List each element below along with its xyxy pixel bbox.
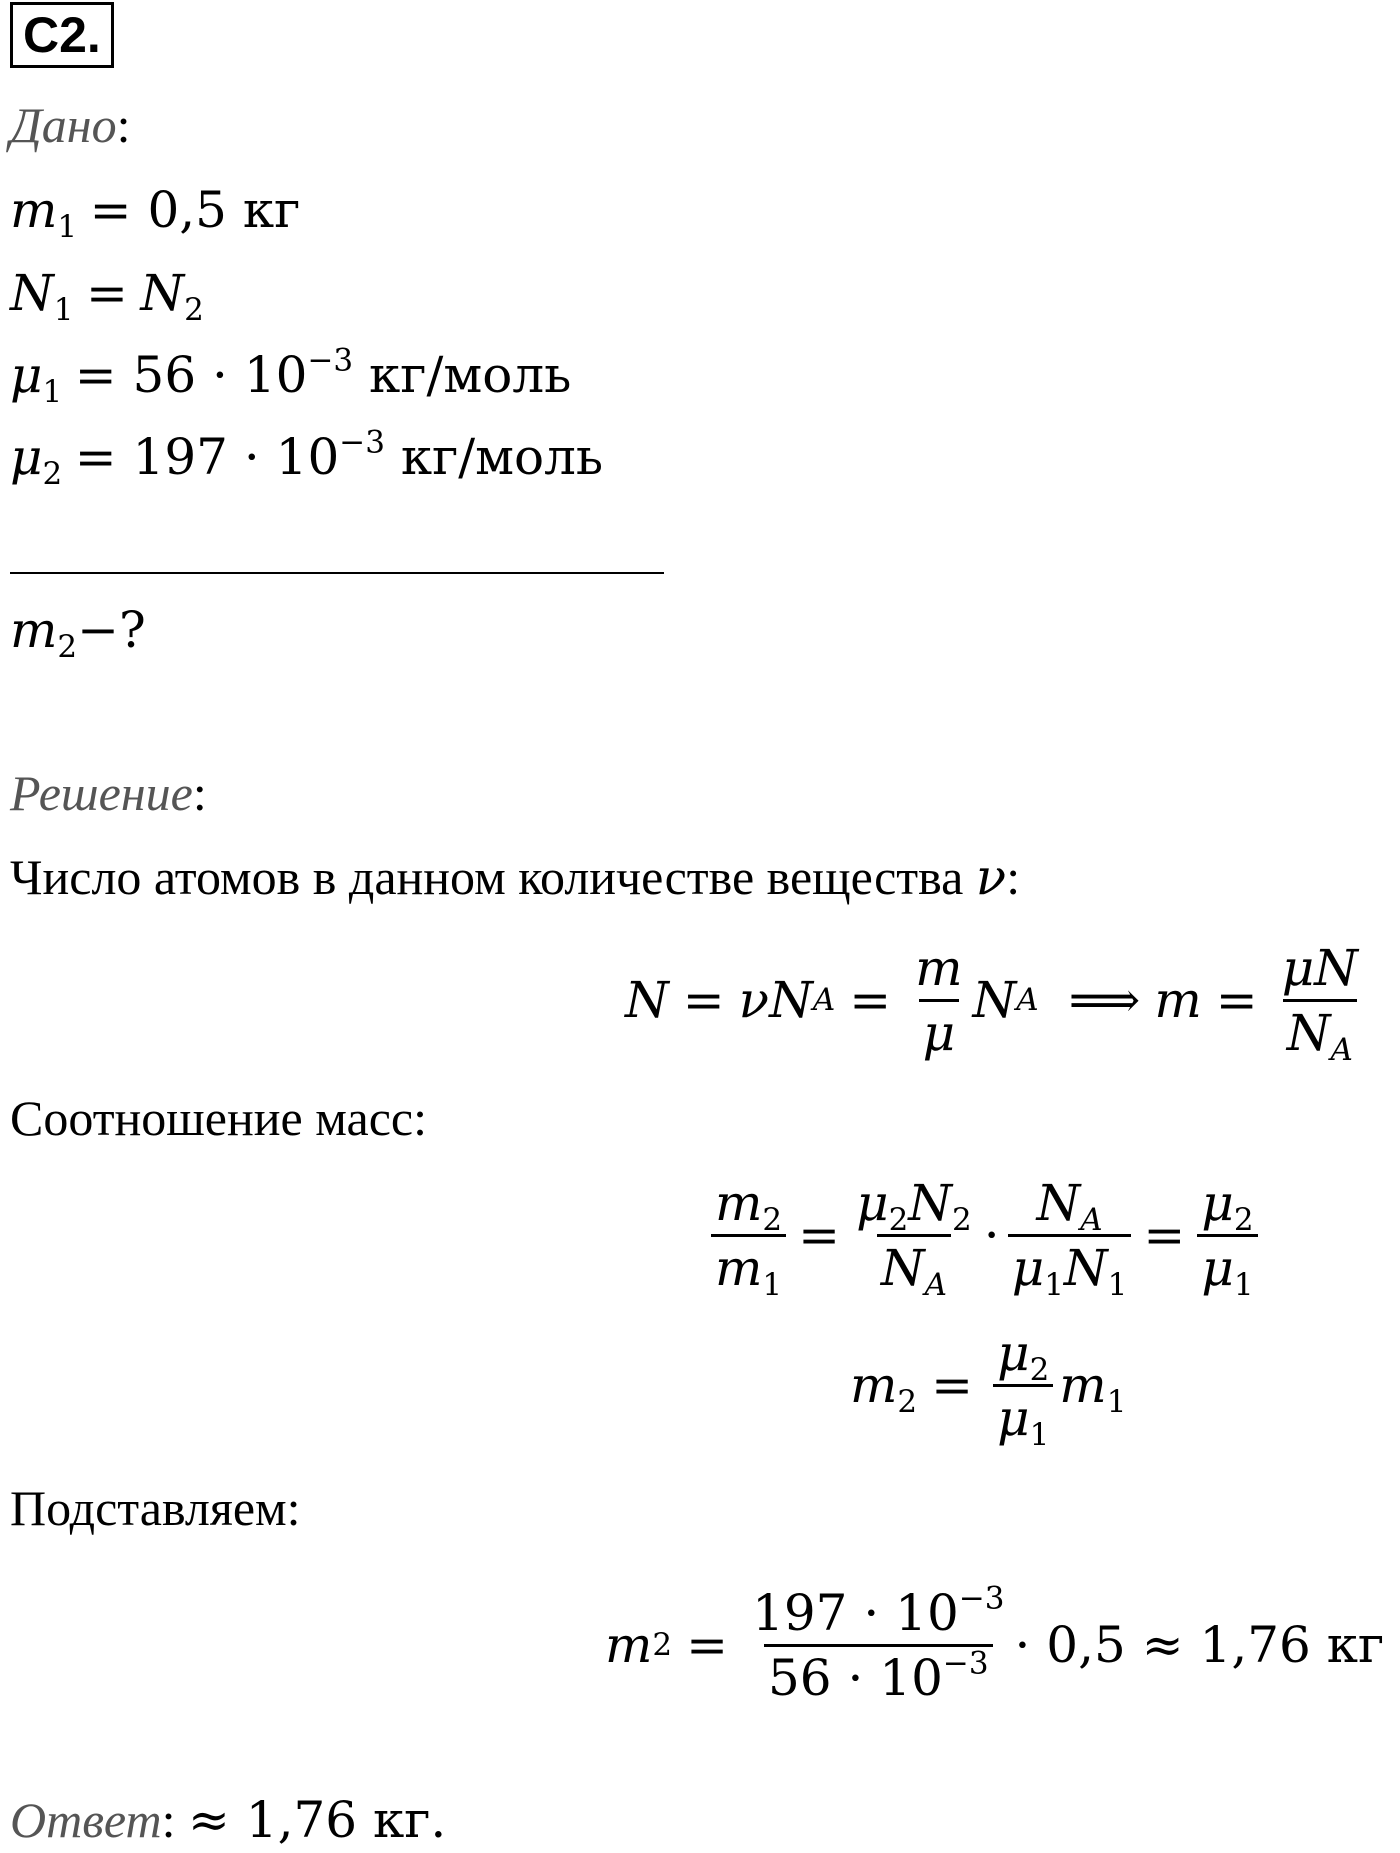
given-n-equality: $N_1 = N_2$ [10, 264, 204, 328]
equation-mass-ratio: $\frac{m_2}{m_1}$ = $\frac{\mu_2N_2}{N_A}$ · $\frac{N_A}{\mu_1N_1}$ = $\frac{\mu_2}{\mu_1}$ [705, 1160, 1264, 1310]
solution-title: Решение: [10, 765, 207, 821]
problem-number: C2. [10, 2, 114, 68]
fraction-mun-over-na: $\frac{\mu N}{N_A}$ [1281, 938, 1358, 1068]
problem-label [10, 7, 114, 63]
solution-text-ratio: Соотношение масс: [10, 1090, 427, 1146]
answer-line: Ответ: ≈ 1,76 кг. [10, 1791, 447, 1849]
given-mu1: $\mu_1 = 56 \cdot 10^{-3}$ кг/моль [10, 342, 572, 410]
given-mu2: $\mu_2 = 197 \cdot 10^{-3}$ кг/моль [10, 424, 604, 492]
fraction-m-over-mu: $\frac{m}{\mu}$ [915, 938, 963, 1062]
given-divider [10, 572, 664, 574]
given-m1: $m_1 = 0,5$ кг [10, 181, 301, 245]
find-m2: $m_2-$? [10, 601, 146, 665]
solution-text-substitute: Подставляем: [10, 1480, 301, 1536]
given-title: Дано: [10, 97, 131, 153]
fraction-substitution: $\frac{197 \cdot 10^{-3}}{56 \cdot 10^{-3}}$ [752, 1579, 1005, 1707]
solution-text-atoms: Число атомов в данном количестве вещества ν: [10, 848, 1021, 906]
equation-m2-formula: $m_2$ = $\frac{\mu_2}{\mu_1}$ $m_1$ [850, 1323, 1127, 1453]
equation-n-relation: N = ν N A = $\frac{m}{\mu}$ N A ⟹ m = $\frac{\mu N}{N_A}$ [625, 930, 1368, 1070]
equation-substitution: m 2 = $\frac{197 \cdot 10^{-3}}{56 \cdot 10^{-3}}$ · 0,5 ≈ 1,76 кг [605, 1579, 1385, 1707]
